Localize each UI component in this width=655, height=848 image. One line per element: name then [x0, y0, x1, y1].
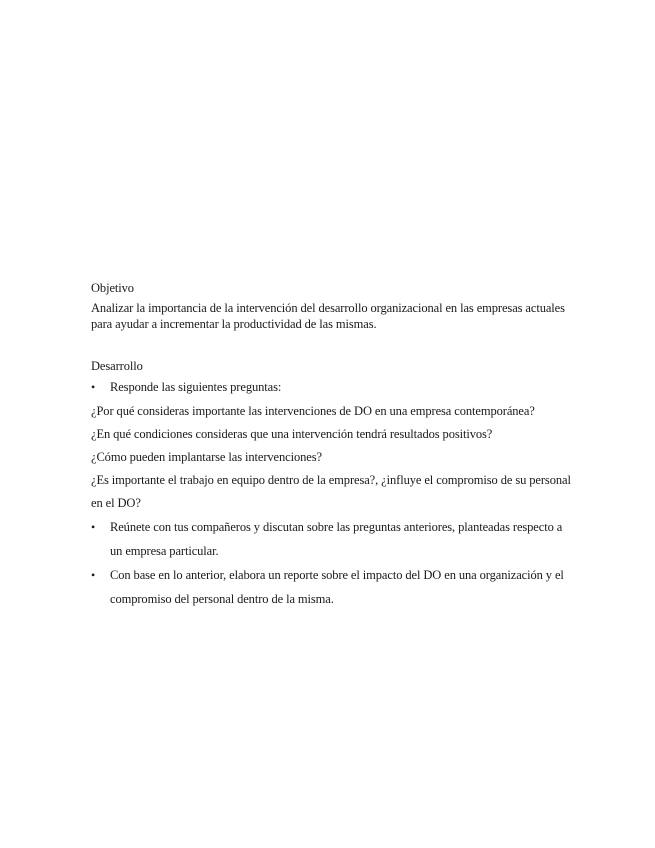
bullet-item-label: Responde las siguientes preguntas: — [110, 380, 282, 394]
document-content — [91, 280, 571, 611]
bullet-item-responde — [91, 379, 571, 395]
bullet-item-label: Reúnete con tus compañeros y discutan sobre las preguntas anteriores, planteadas respecto a un empresa particular. — [110, 520, 563, 558]
objetivo-heading: Objetivo — [91, 281, 134, 295]
question-1: ¿Por qué consideras importante las intervenciones de DO en una empresa contemporánea? — [91, 404, 535, 418]
bullet-icon: • — [91, 568, 96, 582]
bullet-icon: • — [91, 520, 96, 534]
desarrollo-heading: Desarrollo — [91, 359, 143, 373]
bullet-item-reunete — [91, 515, 571, 563]
section-spacer — [91, 332, 571, 358]
bullet-item-reporte — [91, 563, 571, 611]
question-2: ¿En qué condiciones consideras que una intervención tendrá resultados positivos? — [91, 427, 493, 441]
objetivo-paragraph: Analizar la importancia de la intervención del desarrollo organizacional en las empresas actuales para ayudar a incrementar la productividad de las mismas. — [91, 301, 565, 331]
question-3: ¿Cómo pueden implantarse las intervenciones? — [91, 450, 322, 464]
bullet-icon: • — [91, 380, 96, 394]
bullet-item-label: Con base en lo anterior, elabora un reporte sobre el impacto del DO en una organización y el compromiso del personal dentro de la misma. — [110, 568, 564, 606]
question-4: ¿Es importante el trabajo en equipo dentro de la empresa?, ¿influye el compromiso de su personal en el DO? — [91, 473, 571, 510]
